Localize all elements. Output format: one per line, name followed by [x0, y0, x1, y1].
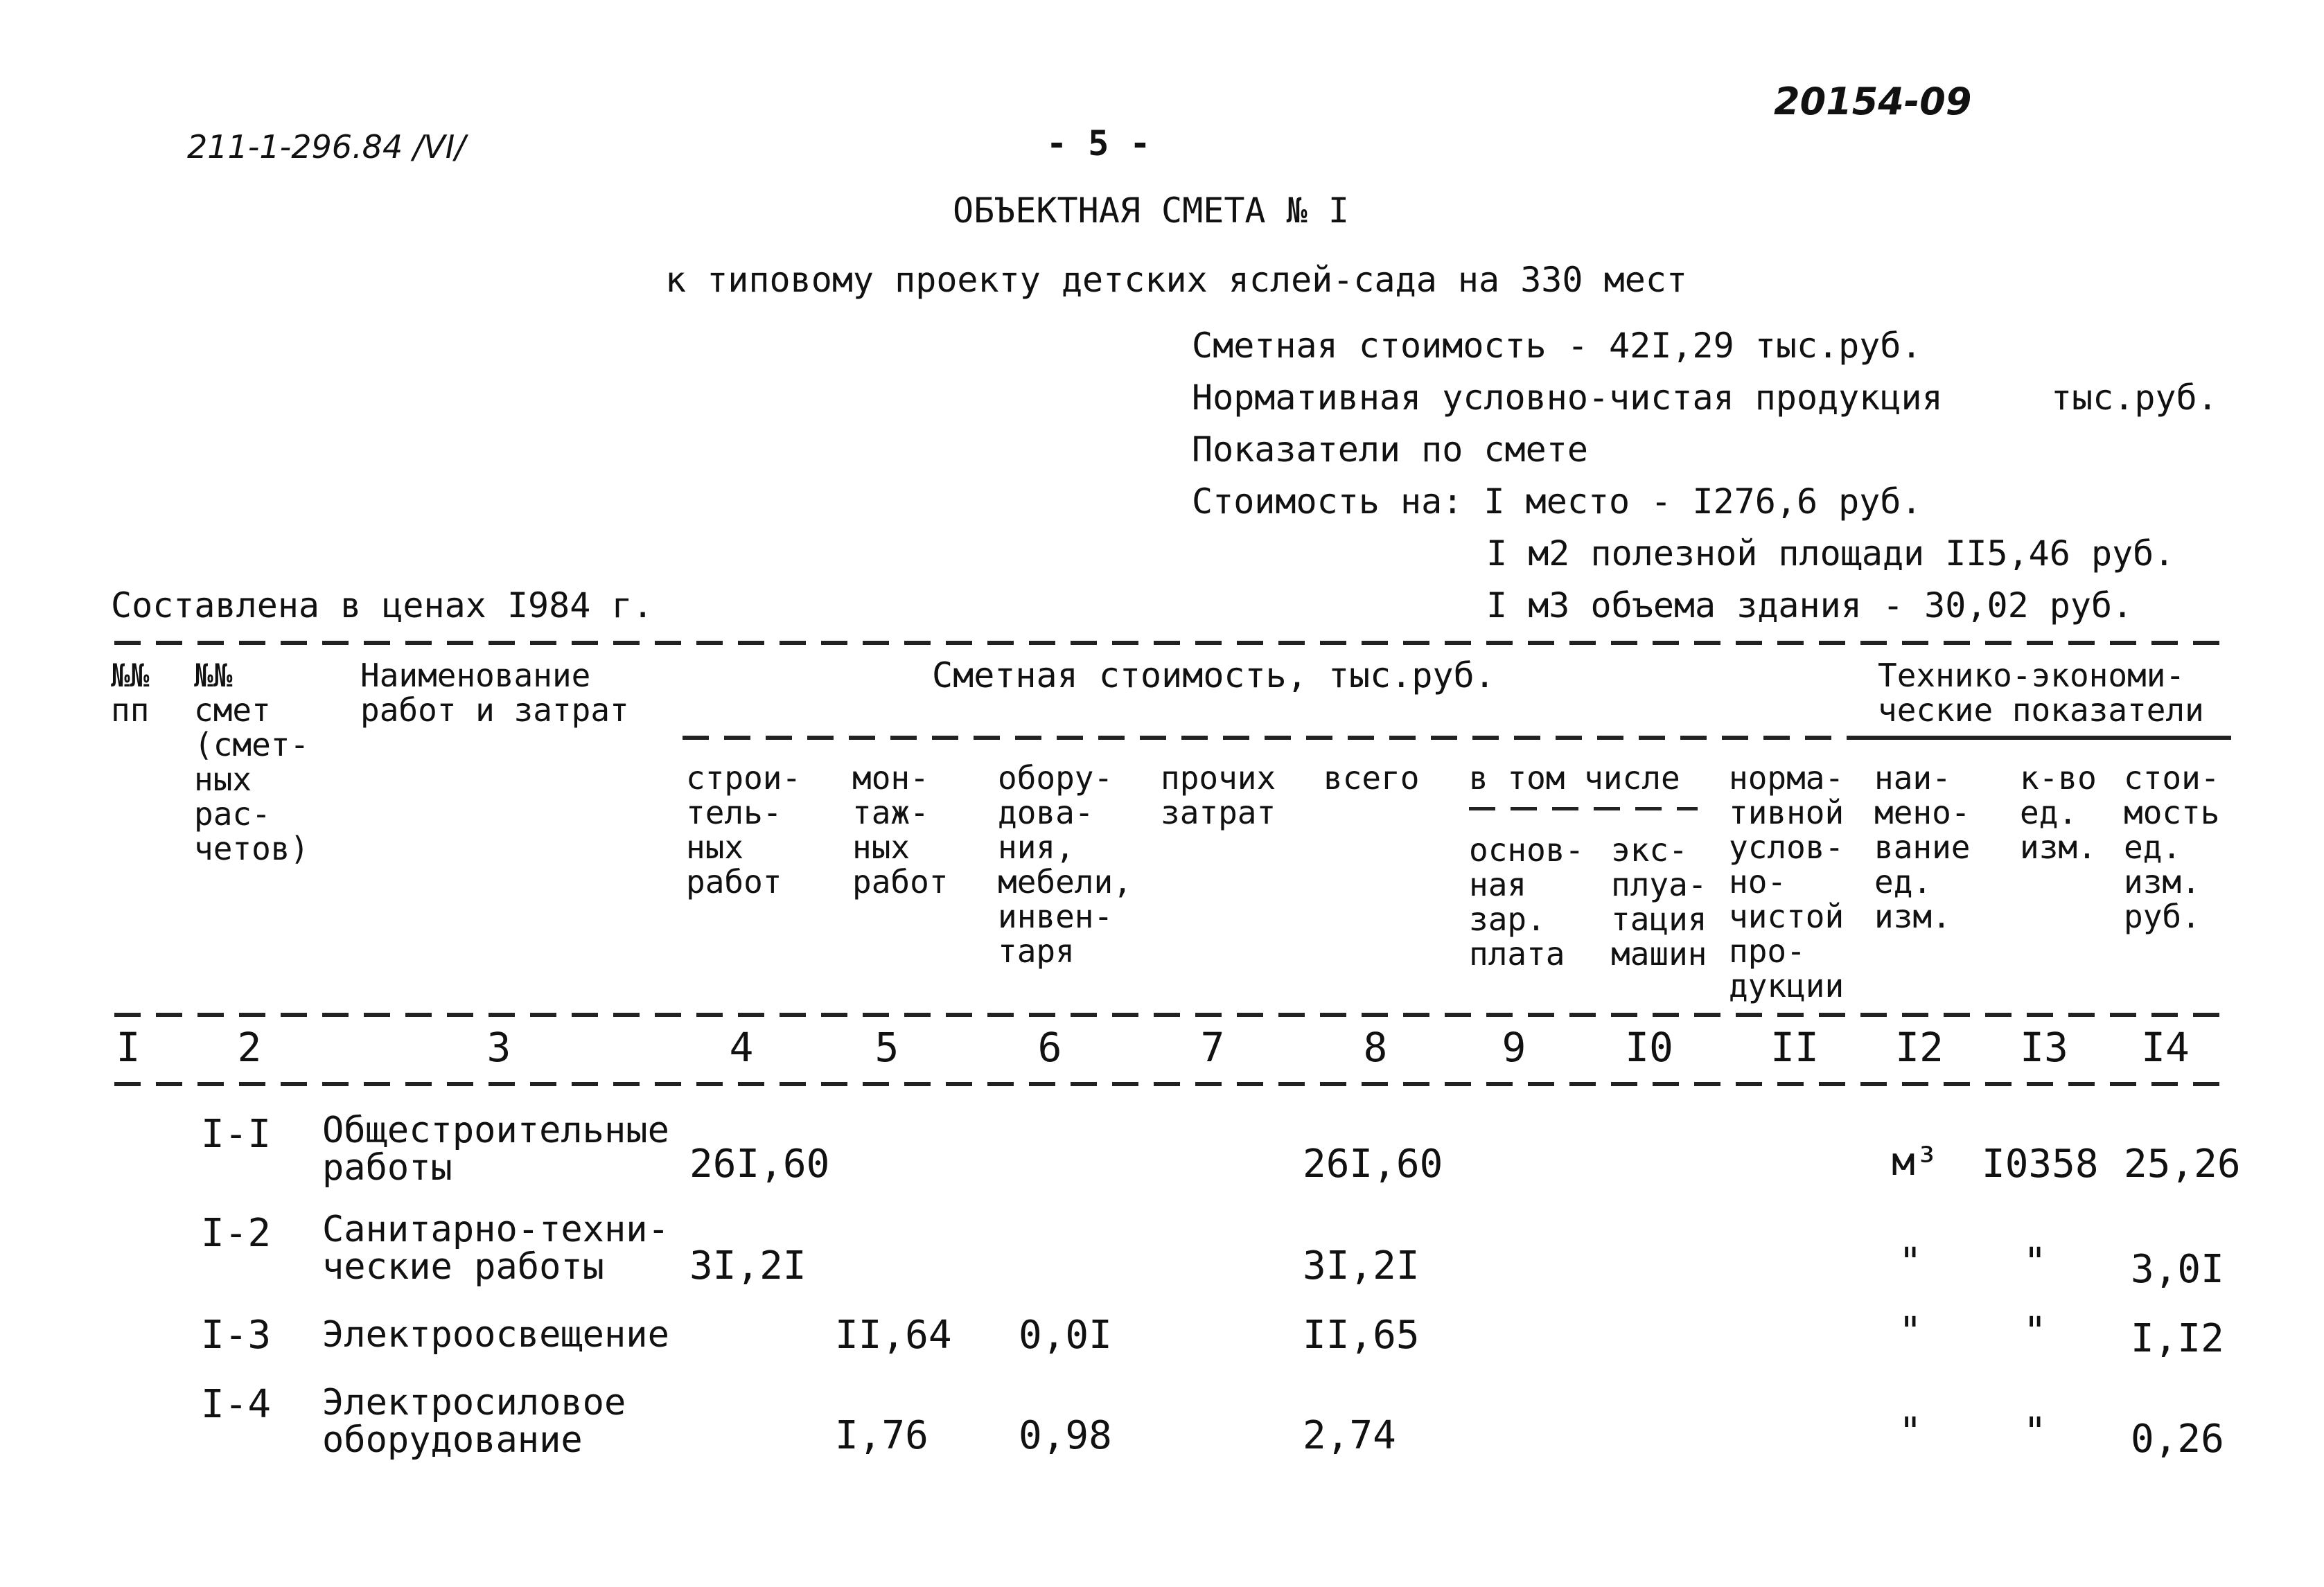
including-rule	[1469, 807, 1698, 810]
column-number: I0	[1625, 1024, 1673, 1071]
col-header-including: в том числе	[1469, 759, 1680, 797]
column-number: I3	[2020, 1024, 2068, 1071]
page-number: - 5 -	[1046, 123, 1151, 163]
col-header-base-salary: основ- ная зар. плата	[1469, 831, 1585, 973]
tech-group-rule	[1871, 736, 2231, 740]
row-total: 26I,60	[1303, 1142, 1443, 1187]
row-code: I-4	[201, 1382, 272, 1427]
col-header-installation: мон- таж- ных работ	[852, 759, 949, 901]
column-number: 5	[874, 1024, 899, 1071]
row-unit-cost: I,I2	[2131, 1316, 2224, 1361]
row-installation: II,64	[835, 1313, 952, 1358]
col-header-total: всего	[1323, 759, 1420, 797]
column-number: 8	[1363, 1024, 1388, 1071]
row-code: I-2	[201, 1211, 272, 1256]
estimated-cost: Сметная стоимость - 42I,29 тыс.руб.	[1192, 326, 1922, 366]
handwritten-stamp-number: 20154-09	[1774, 80, 1972, 123]
col-header-unit-cost: стои- мость ед. изм. руб.	[2124, 759, 2220, 935]
row-quantity: "	[2023, 1309, 2047, 1354]
column-number: 9	[1502, 1024, 1526, 1071]
table-top-rule	[114, 641, 2231, 645]
indicators-heading: Показатели по смете	[1192, 429, 1588, 470]
row-total: II,65	[1303, 1313, 1420, 1358]
col-header-row-number: №№ пп	[111, 657, 150, 729]
cost-per-place: Стоимость на: I место - I276,6 руб.	[1192, 481, 1922, 522]
row-quantity: I0358	[1982, 1142, 2099, 1187]
cost-per-m2: I м2 полезной площади II5,46 руб.	[1486, 533, 2175, 574]
row-unit: "	[1899, 1309, 1922, 1354]
column-number: I	[116, 1024, 141, 1071]
col-header-tech-group: Технико-экономи- ческие показатели	[1878, 657, 2204, 729]
row-name: Электроосвещение	[322, 1314, 669, 1356]
col-header-work-name: Наименование работ и затрат	[360, 657, 629, 729]
document-subtitle: к типовому проекту детских яслей-сада на 330 мест	[665, 260, 1688, 300]
normative-product-label: Нормативная условно-чистая продукция	[1192, 378, 1943, 418]
column-number: 4	[729, 1024, 754, 1071]
row-unit-cost: 0,26	[2131, 1417, 2224, 1462]
row-construction: 26I,60	[689, 1142, 830, 1187]
cost-per-m3: I м3 объема здания - 30,02 руб.	[1486, 585, 2133, 626]
col-header-cost-group: Сметная стоимость, тыс.руб.	[932, 655, 1495, 695]
document-title: ОБЪЕКТНАЯ СМЕТА № I	[953, 190, 1349, 231]
header-bottom-rule	[114, 1013, 2231, 1017]
row-unit-cost: 3,0I	[2131, 1247, 2224, 1292]
row-total: 3I,2I	[1303, 1243, 1420, 1288]
column-number: 7	[1200, 1024, 1225, 1071]
column-number: 3	[486, 1024, 511, 1071]
column-number: I4	[2141, 1024, 2190, 1071]
column-number: 2	[237, 1024, 262, 1071]
col-header-unit-name: наи- мено- вание ед. изм.	[1874, 759, 1971, 935]
row-unit: "	[1899, 1240, 1922, 1285]
row-equipment: 0,98	[1019, 1413, 1112, 1458]
row-unit-cost: 25,26	[2124, 1142, 2241, 1187]
row-equipment: 0,0I	[1019, 1313, 1112, 1358]
row-code: I-3	[201, 1313, 272, 1358]
column-number-rule	[114, 1082, 2231, 1086]
prices-year: Составлена в ценах I984 г.	[111, 585, 653, 626]
col-header-quantity: к-во ед. изм.	[2020, 759, 2097, 866]
col-header-machinery: экс- плуа- тация машин	[1611, 831, 1707, 973]
row-name: Электросиловое оборудование	[322, 1382, 626, 1461]
row-unit: "	[1899, 1410, 1922, 1455]
col-header-other: прочих затрат	[1161, 759, 1276, 831]
row-unit: м³	[1892, 1140, 1939, 1185]
row-code: I-I	[201, 1112, 272, 1157]
column-number: I2	[1895, 1024, 1944, 1071]
col-header-construction: строи- тель- ных работ	[686, 759, 802, 901]
row-name: Санитарно-техни- ческие работы	[322, 1209, 669, 1288]
col-header-equipment: обору- дова- ния, мебели, инвен- таря	[998, 759, 1132, 970]
column-number: II	[1770, 1024, 1819, 1071]
row-construction: 3I,2I	[689, 1243, 807, 1288]
row-total: 2,74	[1303, 1413, 1396, 1458]
col-header-estimate-number: №№ смет (смет- ных рас- четов)	[194, 657, 310, 867]
col-header-normative-product: норма- тивной услов- но- чистой про- дукции	[1729, 759, 1845, 1004]
row-name: Общестроительные работы	[322, 1110, 669, 1189]
document-code: 211-1-296.84 /VI/	[187, 128, 466, 166]
row-quantity: "	[2023, 1240, 2047, 1285]
normative-product-unit: тыс.руб.	[2051, 378, 2218, 418]
row-quantity: "	[2023, 1410, 2047, 1455]
row-installation: I,76	[835, 1413, 928, 1458]
column-number: 6	[1037, 1024, 1062, 1071]
